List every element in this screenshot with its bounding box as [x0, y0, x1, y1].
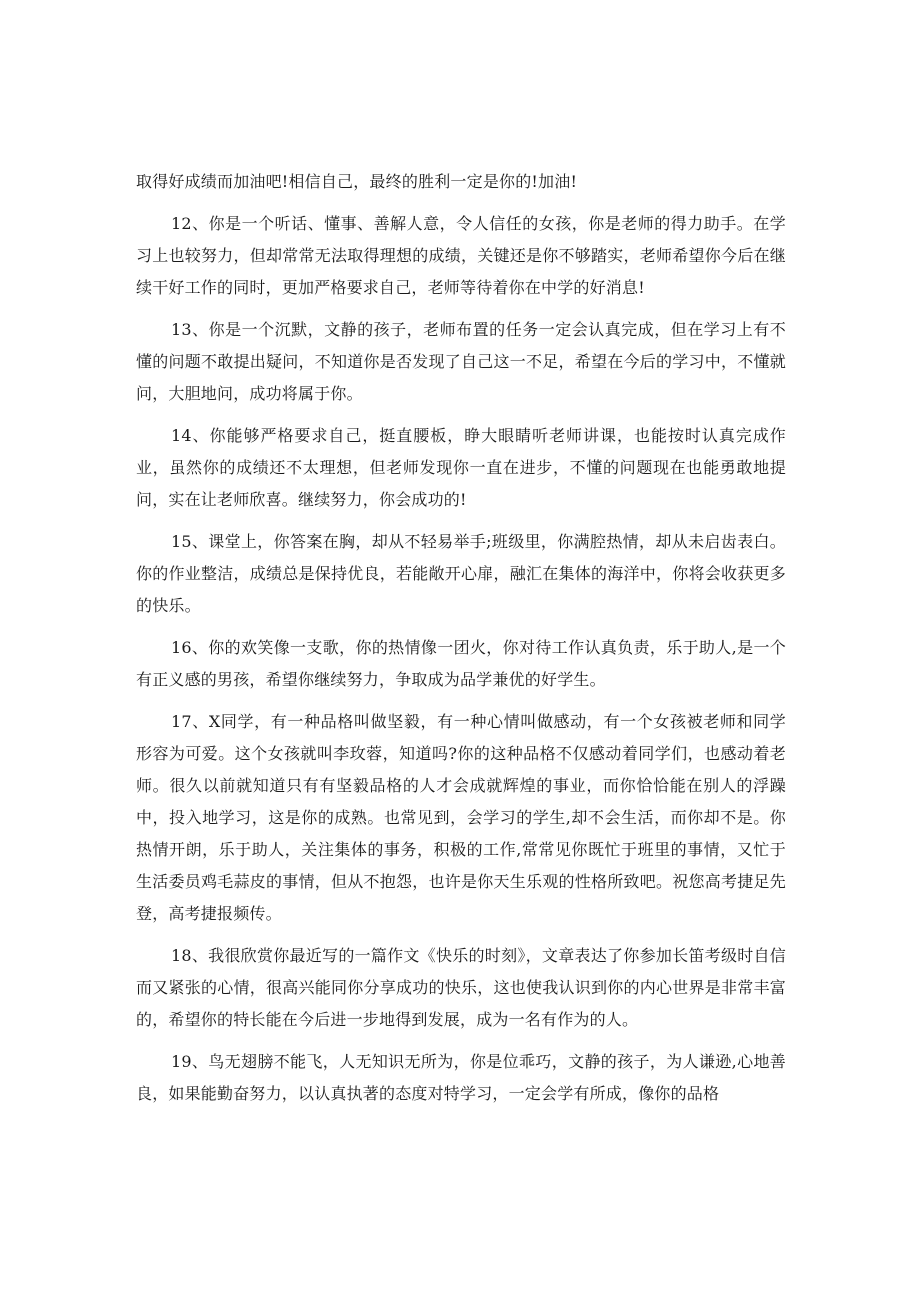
paragraph-13: 13、你是一个沉默，文静的孩子，老师布置的任务一定会认真完成，但在学习上有不懂的问题不敢提出疑问，不知道你是否发现了自己这一不足，希望在今后的学习中，不懂就问，大胆地问，成功将属于你。	[136, 320, 786, 403]
paragraph-17: 17、X同学，有一种品格叫做坚毅，有一种心情叫做感动，有一个女孩被老师和同学形容为可爱。这个女孩就叫李玫蓉，知道吗?你的这种品格不仅感动着同学们，也感动着老师。很久以前就知道只有有坚毅品格的人才会成就辉煌的事业，而你恰恰能在别人的浮躁中，投入地学习，这是你的成熟。也常见到，会学习的学生,却不会生活，而你却不是。你热情开朗，乐于助人，关注集体的事务，积极的工作,常常见你既忙于班里的事情，又忙于生活委员鸡毛蒜皮的事情，但从不抱怨，也许是你天生乐观的性格所致吧。祝您高考捷足先登，高考捷报频传。	[136, 712, 786, 923]
paragraph-14: 14、你能够严格要求自己，挺直腰板，睁大眼睛听老师讲课，也能按时认真完成作业，虽然你的成绩还不太理想，但老师发现你一直在进步，不懂的问题现在也能勇敢地提问，实在让老师欣喜。继续努力，你会成功的!	[136, 426, 786, 509]
document-body	[136, 166, 786, 1120]
paragraph-18: 18、我很欣赏你最近写的一篇作文《快乐的时刻》，文章表达了你参加长笛考级时自信而又紧张的心情，很高兴能同你分享成功的快乐，这也使我认识到你的内心世界是非常丰富的，希望你的特长能在今后进一步地得到发展，成为一名有作为的人。	[136, 946, 786, 1029]
paragraph-16: 16、你的欢笑像一支歌，你的热情像一团火，你对待工作认真负责，乐于助人,是一个有正义感的男孩，希望你继续努力，争取成为品学兼优的好学生。	[136, 638, 786, 689]
paragraph-continuation: 取得好成绩而加油吧!相信自己，最终的胜利一定是你的!加油!	[136, 172, 578, 191]
paragraph-12: 12、你是一个听话、懂事、善解人意，令人信任的女孩，你是老师的得力助手。在学习上也较努力，但却常常无法取得理想的成绩，关键还是你不够踏实，老师希望你今后在继续干好工作的同时，更加严格要求自己，老师等待着你在中学的好消息!	[136, 214, 786, 297]
paragraph-15: 15、课堂上，你答案在胸，却从不轻易举手;班级里，你满腔热情，却从未启齿表白。你的作业整洁，成绩总是保持优良，若能敞开心扉，融汇在集体的海洋中，你将会收获更多的快乐。	[136, 532, 786, 615]
paragraph-19: 19、鸟无翅膀不能飞，人无知识无所为，你是位乖巧，文静的孩子，为人谦逊,心地善良，如果能勤奋努力，以认真执著的态度对特学习，一定会学有所成，像你的品格	[136, 1052, 786, 1103]
